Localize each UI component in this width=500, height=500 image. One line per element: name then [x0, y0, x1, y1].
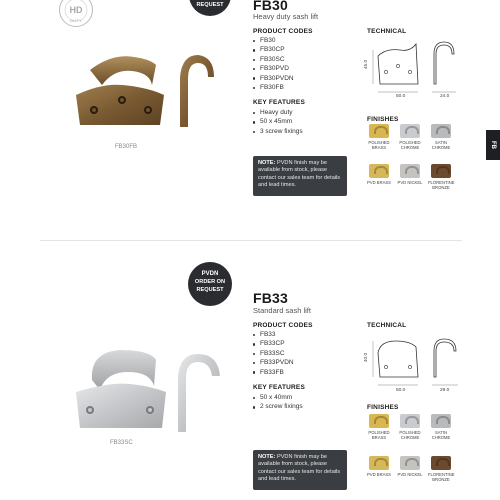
- order-on-request-badge: [188, 262, 232, 306]
- section-tab-label: FB: [490, 141, 496, 149]
- technical-drawing: [364, 38, 460, 100]
- finish-swatch: [369, 456, 389, 470]
- dim-height: 40.0: [364, 352, 370, 363]
- order-on-request-badge: [189, 0, 231, 16]
- product-codes-heading: PRODUCT CODES: [253, 322, 313, 329]
- section-divider: [40, 240, 462, 241]
- list-item: FB30: [253, 36, 294, 45]
- product-subtitle: Heavy duty sash lift: [253, 12, 319, 21]
- key-features-heading: KEY FEATURES: [253, 99, 306, 106]
- list-item: 50 x 40mm: [253, 393, 303, 402]
- finish-swatch: [431, 414, 451, 428]
- product-codes-list: [253, 36, 294, 92]
- list-item: Heavy duty: [253, 108, 303, 117]
- finish-swatch: [369, 414, 389, 428]
- list-item: FB30FB: [253, 83, 294, 92]
- list-item: 50 x 45mm: [253, 117, 303, 126]
- pvdn-note: [253, 450, 347, 490]
- finishes-heading: FINISHES: [367, 116, 399, 123]
- badge-line-3: REQUEST: [196, 2, 224, 8]
- dim-width: 50.0: [396, 388, 406, 393]
- finish-satin-chrome[interactable]: SATIN CHROME: [428, 414, 454, 440]
- finish-florentine-bronze[interactable]: FLORENTINE BRONZE: [428, 164, 454, 190]
- key-features-list: [253, 108, 303, 136]
- technical-heading: TECHNICAL: [367, 322, 407, 329]
- badge-line-3: REQUEST: [196, 287, 224, 293]
- hd-badge-center: HD: [69, 5, 83, 15]
- finish-polished-chrome[interactable]: POLISHED CHROME: [397, 414, 423, 440]
- finish-swatch: [369, 164, 389, 178]
- product-image-fb30: [72, 55, 222, 135]
- list-item: FB33SC: [253, 349, 294, 358]
- list-item: FB30CP: [253, 45, 294, 54]
- finish-swatch: [431, 124, 451, 138]
- list-item: FB30PVDN: [253, 74, 294, 83]
- product-codes-list: [253, 330, 294, 377]
- list-item: 3 screw fixings: [253, 127, 303, 136]
- list-item: FB30SC: [253, 55, 294, 64]
- key-features-list: [253, 393, 303, 412]
- finish-swatch: [400, 164, 420, 178]
- product-image-fb33: [70, 346, 230, 436]
- section-tab[interactable]: [486, 130, 500, 160]
- finish-pvd-nickel[interactable]: PVD NICKEL: [397, 164, 423, 185]
- product-title: FB33: [253, 290, 289, 306]
- dim-width: 50.0: [396, 94, 406, 99]
- image-caption: FB30FB: [115, 144, 138, 150]
- key-features-heading: KEY FEATURES: [253, 384, 306, 391]
- finish-swatch: [400, 456, 420, 470]
- finishes-heading: FINISHES: [367, 404, 399, 411]
- finish-florentine-bronze[interactable]: FLORENTINE BRONZE: [428, 456, 454, 482]
- heavy-duty-badge: [58, 0, 94, 28]
- finish-pvd-nickel[interactable]: PVD NICKEL: [397, 456, 423, 477]
- hd-badge-bottom: DUTY: [70, 19, 82, 23]
- dim-depth: 29.0: [440, 388, 450, 393]
- finish-polished-chrome[interactable]: POLISHED CHROME: [397, 124, 423, 150]
- pvdn-note: [253, 156, 347, 196]
- finish-polished-brass[interactable]: POLISHED BRASS: [366, 414, 392, 440]
- list-item: FB33PVDN: [253, 358, 294, 367]
- finish-swatch: [400, 124, 420, 138]
- finish-pvd-brass[interactable]: PVD BRASS: [366, 164, 392, 185]
- finish-swatch: [400, 414, 420, 428]
- finish-swatch: [369, 124, 389, 138]
- note-text: PVDN finish may be available from stock, please contact our sales team for details and lead times.: [258, 160, 341, 188]
- list-item: FB33CP: [253, 339, 294, 348]
- list-item: FB33: [253, 330, 294, 339]
- finish-swatch: [431, 164, 451, 178]
- finish-satin-chrome[interactable]: SATIN CHROME: [428, 124, 454, 150]
- product-codes-heading: PRODUCT CODES: [253, 28, 313, 35]
- image-caption: FB33SC: [110, 440, 133, 446]
- product-title: FB30: [253, 0, 289, 13]
- dim-height: 45.0: [364, 59, 370, 70]
- note-text: PVDN finish may be available from stock, please contact our sales team for details and lead times.: [258, 454, 341, 482]
- list-item: 2 screw fixings: [253, 402, 303, 411]
- list-item: FB33FB: [253, 368, 294, 377]
- technical-heading: TECHNICAL: [367, 28, 407, 35]
- finish-swatch: [431, 456, 451, 470]
- note-label: NOTE:: [258, 160, 276, 166]
- badge-line-1: PVDN: [201, 271, 219, 277]
- finish-pvd-brass[interactable]: PVD BRASS: [366, 456, 392, 477]
- badge-line-2: ORDER ON: [194, 279, 226, 285]
- list-item: FB30PVD: [253, 64, 294, 73]
- product-subtitle: Standard sash lift: [253, 306, 311, 315]
- note-label: NOTE:: [258, 454, 276, 460]
- dim-depth: 24.0: [440, 94, 450, 99]
- finish-polished-brass[interactable]: POLISHED BRASS: [366, 124, 392, 150]
- technical-drawing: [364, 333, 460, 395]
